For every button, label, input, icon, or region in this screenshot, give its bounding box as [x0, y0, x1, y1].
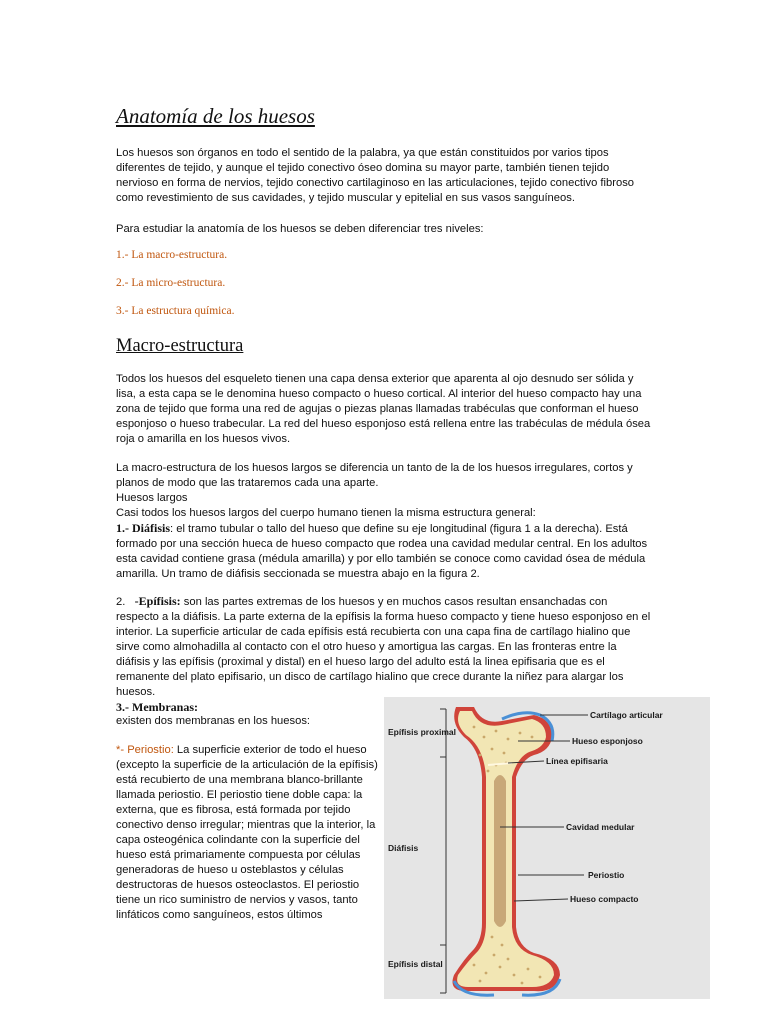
item2-text: son las partes extremas de los huesos y en muchos casos resultan ensanchadas con respecto a la diáfisis. La parte externa de la epífisis la forma hueso compacto y tiene hueso esponjoso en el interior. La superficie articular de cada epífisis está recubierta con una capa fina de cartílago hialino que sirve como almohadilla al contacto con el otro hueso y amortigua las cargas. En las fronteras entre la diáfisis y las epífisis (proximal y distal) en el hueso largo del adulto está la linea epifisaria que es el remanente del plato epifisario, un disco de cartílago hialino que crece durante la niñez para alargar los huesos.	[116, 596, 651, 698]
label-hueso-compacto: Hueso compacto	[570, 894, 639, 904]
item2-number: 2.	[116, 596, 126, 608]
label-periostio: Periostio	[588, 870, 625, 880]
item3-label: 3.- Membranas:	[116, 700, 198, 714]
label-linea-epifisaria: Línea epifisaria	[546, 756, 608, 766]
label-epifisis-distal: Epífisis distal	[388, 959, 443, 969]
item1-text: : el tramo tubular o tallo del hueso que define su eje longitudinal (figura 1 a la derecha). Está formado por una sección hueca de hueso compacto que rodea una cavidad medular central. En los adultos esta cavidad contiene grasa (médula amarilla) y por ello también se conoce como cavidad ósea de médula amarilla. Un tramo de diáfisis seccionada se muestra abajo en la figura 2.	[116, 523, 648, 580]
levels-intro: Para estudiar la anatomía de los huesos se deben diferenciar tres niveles:	[116, 223, 484, 235]
medullary-cavity	[494, 775, 506, 927]
label-diafisis: Diáfisis	[388, 843, 419, 853]
periostio-paragraph	[116, 743, 378, 923]
macro-paragraph-2	[116, 461, 652, 582]
label-hueso-esponjoso: Hueso esponjoso	[572, 736, 643, 746]
bone-illustration	[384, 697, 710, 999]
intro-paragraph: Los huesos son órganos en todo el sentido de la palabra, ya que están constituidos por varios tipos diferentes de tejido, y aunque el tejido conectivo óseo domina su mayor parte, también tienen tejido nervioso en forma de nervios, tejido conectivo cartilaginoso en las articulaciones, tejido conectivo fibroso como revestimiento de sus cavidades, y tejido muscular y epitelial en sus vasos sanguíneos.	[116, 147, 635, 204]
page-title: Anatomía de los huesos	[116, 104, 315, 128]
periostio-text: La superficie exterior de todo el hueso (excepto la superficie de la articulación de la epífisis) está recubierto de una membrana blanco-brillante llamada periostio. El periostio tiene doble capa: la externa, que es fibrosa, está formada por tejido conectivo denso irregular; mientras que la interior, la capa osteogénica colindante con la superficie del hueso está primariamente compuesta por células generadoras de hueso u osteblastos y células destructoras de huesos osteoclastos. El periostio tiene un rico suministro de nervios y vasos, tanto linfáticos como sanguíneos, estos últimos	[116, 744, 378, 921]
long-bones-heading: Huesos largos	[116, 492, 188, 504]
item1-label: 1.- Diáfisis	[116, 521, 170, 535]
long-bones-intro: Casi todos los huesos largos del cuerpo humano tienen la misma estructura general:	[116, 507, 536, 519]
section-title: Macro-estructura	[116, 336, 244, 356]
label-cartilago-articular: Cartílago articular	[590, 710, 663, 720]
item3-text: existen dos membranas en los huesos:	[116, 715, 311, 727]
label-epifisis-proximal: Epífisis proximal	[388, 727, 457, 737]
item2-label: -Epífisis:	[134, 594, 181, 608]
level-item-2: 2.- La micro-estructura.	[116, 277, 226, 289]
macro-p2-text: La macro-estructura de los huesos largos se diferencia un tanto de la de los huesos irregulares, cortos y planos de modo que las trataremos cada una aparte.	[116, 462, 633, 489]
level-item-1: 1.- La macro-estructura.	[116, 249, 228, 261]
left-brackets	[440, 709, 446, 993]
macro-paragraph-1: Todos los huesos del esqueleto tienen una capa densa exterior que aparenta al ojo desnudo ser sólida y lisa, a esta capa se le denomina hueso compacto o hueso cortical. Al interior del hueso compacto hay una zona de tejido que forma una red de agujas o piezas planas llamadas trabéculas que conforman el hueso esponjoso o hueso trabecular. La red del hueso esponjoso está rellena entre las trabéculas de médula ósea roja o amarilla en los huesos vivos.	[116, 373, 651, 445]
periostio-label: *- Periostio:	[116, 744, 174, 756]
bone-anatomy-figure	[384, 697, 710, 999]
level-item-3: 3.- La estructura química.	[116, 305, 235, 317]
label-cavidad-medular: Cavidad medular	[566, 822, 635, 832]
